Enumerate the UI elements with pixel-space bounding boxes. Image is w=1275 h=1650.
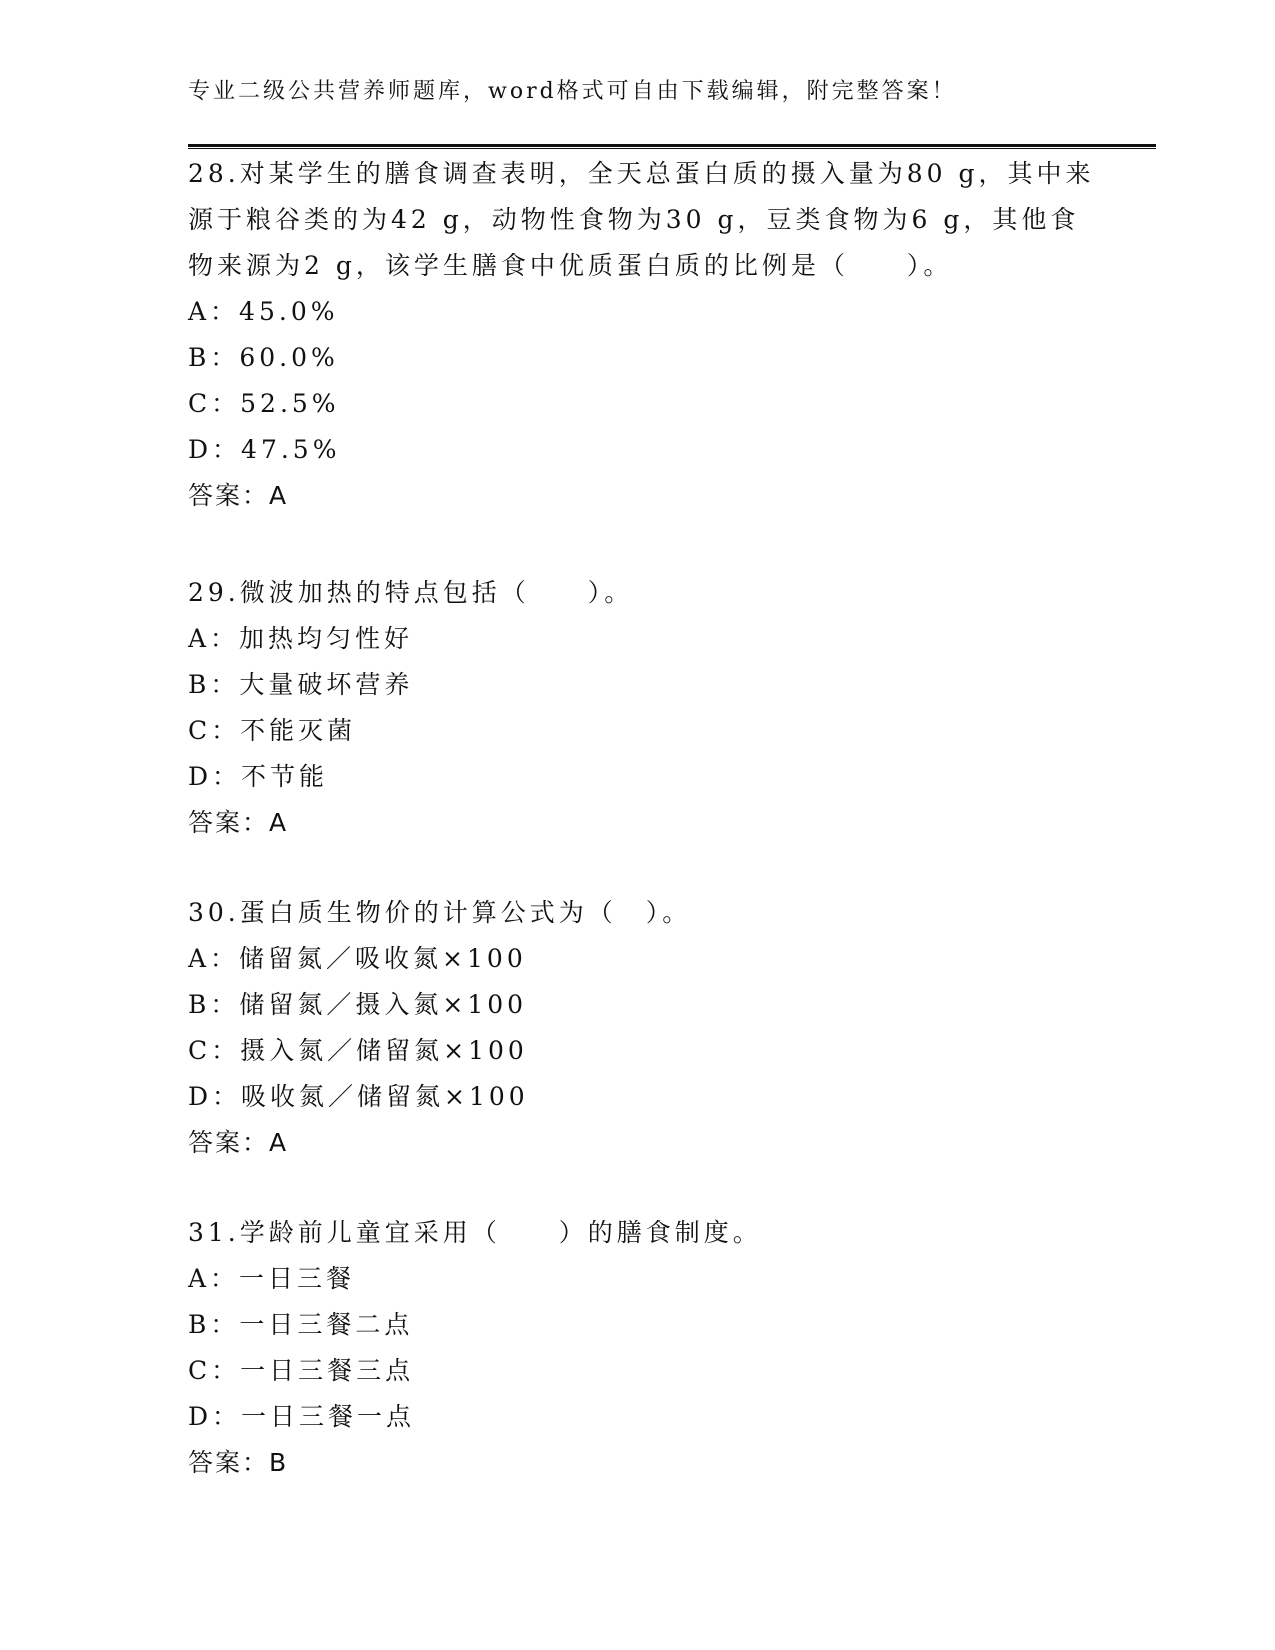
option-b: B：60.0% [188, 343, 339, 372]
option-d: D：一日三餐一点 [188, 1402, 416, 1431]
answer-line: 答案：B [188, 1448, 289, 1477]
question-stem-line: 物来源为2 g，该学生膳食中优质蛋白质的比例是（ ）。 [188, 251, 953, 280]
question-28 [188, 151, 1095, 519]
question-stem-line: 29.微波加热的特点包括（ ）。 [188, 578, 634, 607]
option-c: C：摄入氮／储留氮×100 [188, 1036, 528, 1065]
option-a: A：一日三餐 [188, 1264, 356, 1293]
option-a: A：45.0% [188, 297, 339, 326]
option-c: C：52.5% [188, 389, 340, 418]
answer-line: 答案：A [188, 481, 289, 510]
option-d: D：47.5% [188, 435, 341, 464]
question-30 [188, 890, 1088, 1166]
page-header: 专业二级公共营养师题库，word格式可自由下载编辑，附完整答案！ [188, 79, 957, 104]
option-a: A：加热均匀性好 [188, 624, 414, 653]
option-b: B：一日三餐二点 [188, 1310, 414, 1339]
option-d: D：吸收氮／储留氮×100 [188, 1082, 529, 1111]
question-stem-line: 31.学龄前儿童宜采用（ ）的膳食制度。 [188, 1218, 762, 1247]
option-b: B：大量破坏营养 [188, 670, 414, 699]
question-29 [188, 570, 1088, 846]
header-divider [188, 144, 1156, 149]
option-c: C：一日三餐三点 [188, 1356, 415, 1385]
question-31 [188, 1210, 1088, 1486]
option-d: D：不节能 [188, 762, 329, 791]
option-b: B：储留氮／摄入氮×100 [188, 990, 528, 1019]
question-stem-line: 30.蛋白质生物价的计算公式为（ ）。 [188, 898, 692, 927]
question-stem-line: 28.对某学生的膳食调查表明，全天总蛋白质的摄入量为80 g，其中来 [188, 159, 1095, 188]
question-stem-line: 源于粮谷类的为42 g，动物性食物为30 g，豆类食物为6 g，其他食 [188, 205, 1080, 234]
option-c: C：不能灭菌 [188, 716, 357, 745]
answer-line: 答案：A [188, 1128, 289, 1157]
option-a: A：储留氮／吸收氮×100 [188, 944, 527, 973]
answer-line: 答案：A [188, 808, 289, 837]
